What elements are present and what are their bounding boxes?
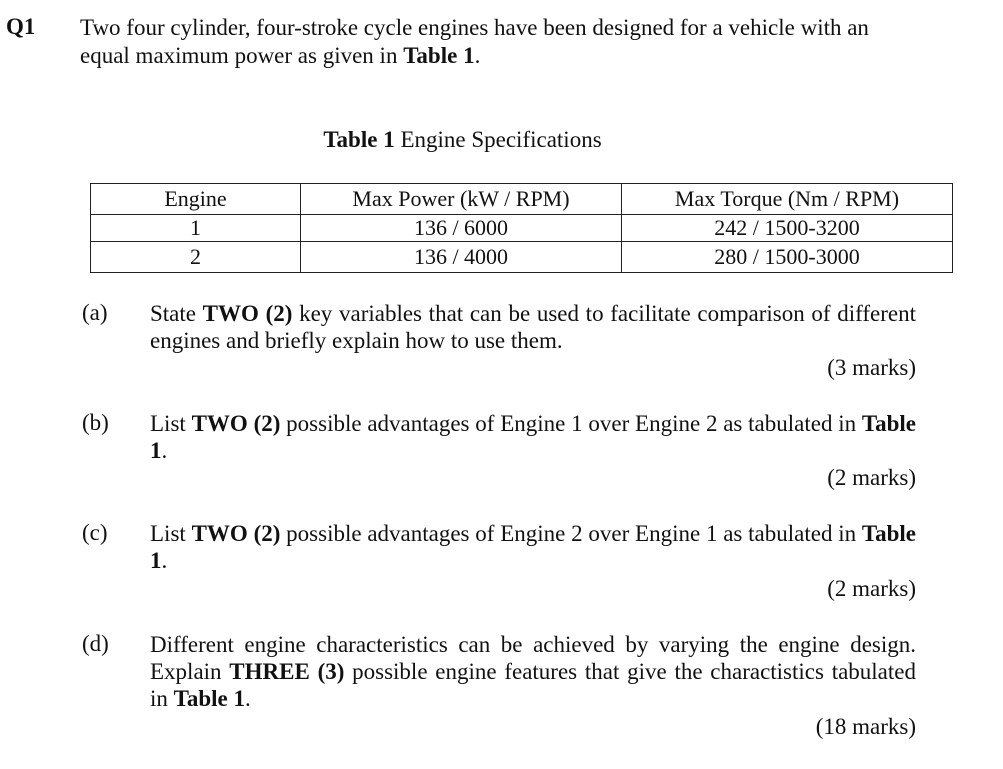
part-c-label: (c) — [82, 520, 108, 545]
question-number: Q1 — [6, 14, 36, 39]
part-text-span: State — [150, 301, 203, 326]
part-c-text — [150, 520, 916, 574]
header-max-torque: Max Torque (Nm / RPM) — [622, 184, 953, 215]
intro-table-ref: Table 1 — [403, 43, 475, 68]
part-text-span: possible advantages of Engine 2 over Engine 1 as tabulated in — [280, 521, 862, 546]
table-row — [91, 215, 953, 242]
intro-end: . — [474, 43, 481, 68]
cell-torque: 280 / 1500-3000 — [622, 242, 953, 273]
part-text-span: possible engine features that give the charactistics tabulated in — [150, 659, 916, 711]
table-caption — [0, 127, 925, 153]
part-a-label: (a) — [82, 300, 108, 325]
part-text-span: possible advantages of Engine 1 over Engine 2 as tabulated in — [280, 411, 862, 436]
caption-label: Table 1 — [323, 127, 395, 152]
part-a-marks: (3 marks) — [827, 355, 916, 380]
cell-power: 136 / 4000 — [301, 242, 622, 273]
part-b-marks: (2 marks) — [827, 465, 916, 490]
part-d-marks: (18 marks) — [815, 714, 916, 739]
table-header-row — [91, 184, 953, 215]
header-engine: Engine — [91, 184, 301, 215]
cell-engine: 1 — [91, 215, 301, 242]
part-text-span: List — [150, 521, 192, 546]
part-table-ref: Table 1 — [150, 521, 917, 573]
part-text-span: . — [161, 438, 168, 463]
header-max-power: Max Power (kW / RPM) — [301, 184, 622, 215]
part-b-label: (b) — [82, 410, 109, 435]
cell-torque: 242 / 1500-3200 — [622, 215, 953, 242]
part-emphasis: TWO (2) — [202, 301, 293, 326]
part-table-ref: Table 1 — [173, 686, 246, 711]
part-emphasis: TWO (2) — [191, 411, 281, 436]
part-d-text — [150, 631, 916, 712]
table-row — [91, 242, 953, 273]
cell-engine: 2 — [91, 242, 301, 273]
part-text-span: Different engine characteristics can be achieved by varying the engine design. Explain — [150, 632, 916, 684]
part-emphasis: THREE (3) — [229, 659, 345, 684]
part-a-text — [150, 300, 916, 354]
part-table-ref: Table 1 — [150, 411, 917, 463]
caption-text: Engine Specifications — [394, 127, 602, 152]
part-text-span: key variables that can be used to facilitate comparison of different engines and briefly explain how to use them. — [150, 301, 916, 353]
cell-power: 136 / 6000 — [301, 215, 622, 242]
part-d-label: (d) — [82, 631, 109, 656]
part-c-marks: (2 marks) — [827, 576, 916, 601]
part-text-span: List — [150, 411, 192, 436]
part-b-text — [150, 410, 916, 464]
intro-text: Two four cylinder, four-stroke cycle engines have been designed for a vehicle with an equal maximum power as given in — [80, 15, 869, 68]
engine-specs-table — [90, 183, 953, 273]
part-emphasis: TWO (2) — [191, 521, 281, 546]
part-text-span: . — [245, 686, 251, 711]
question-intro — [80, 14, 920, 70]
part-text-span: . — [161, 548, 168, 573]
